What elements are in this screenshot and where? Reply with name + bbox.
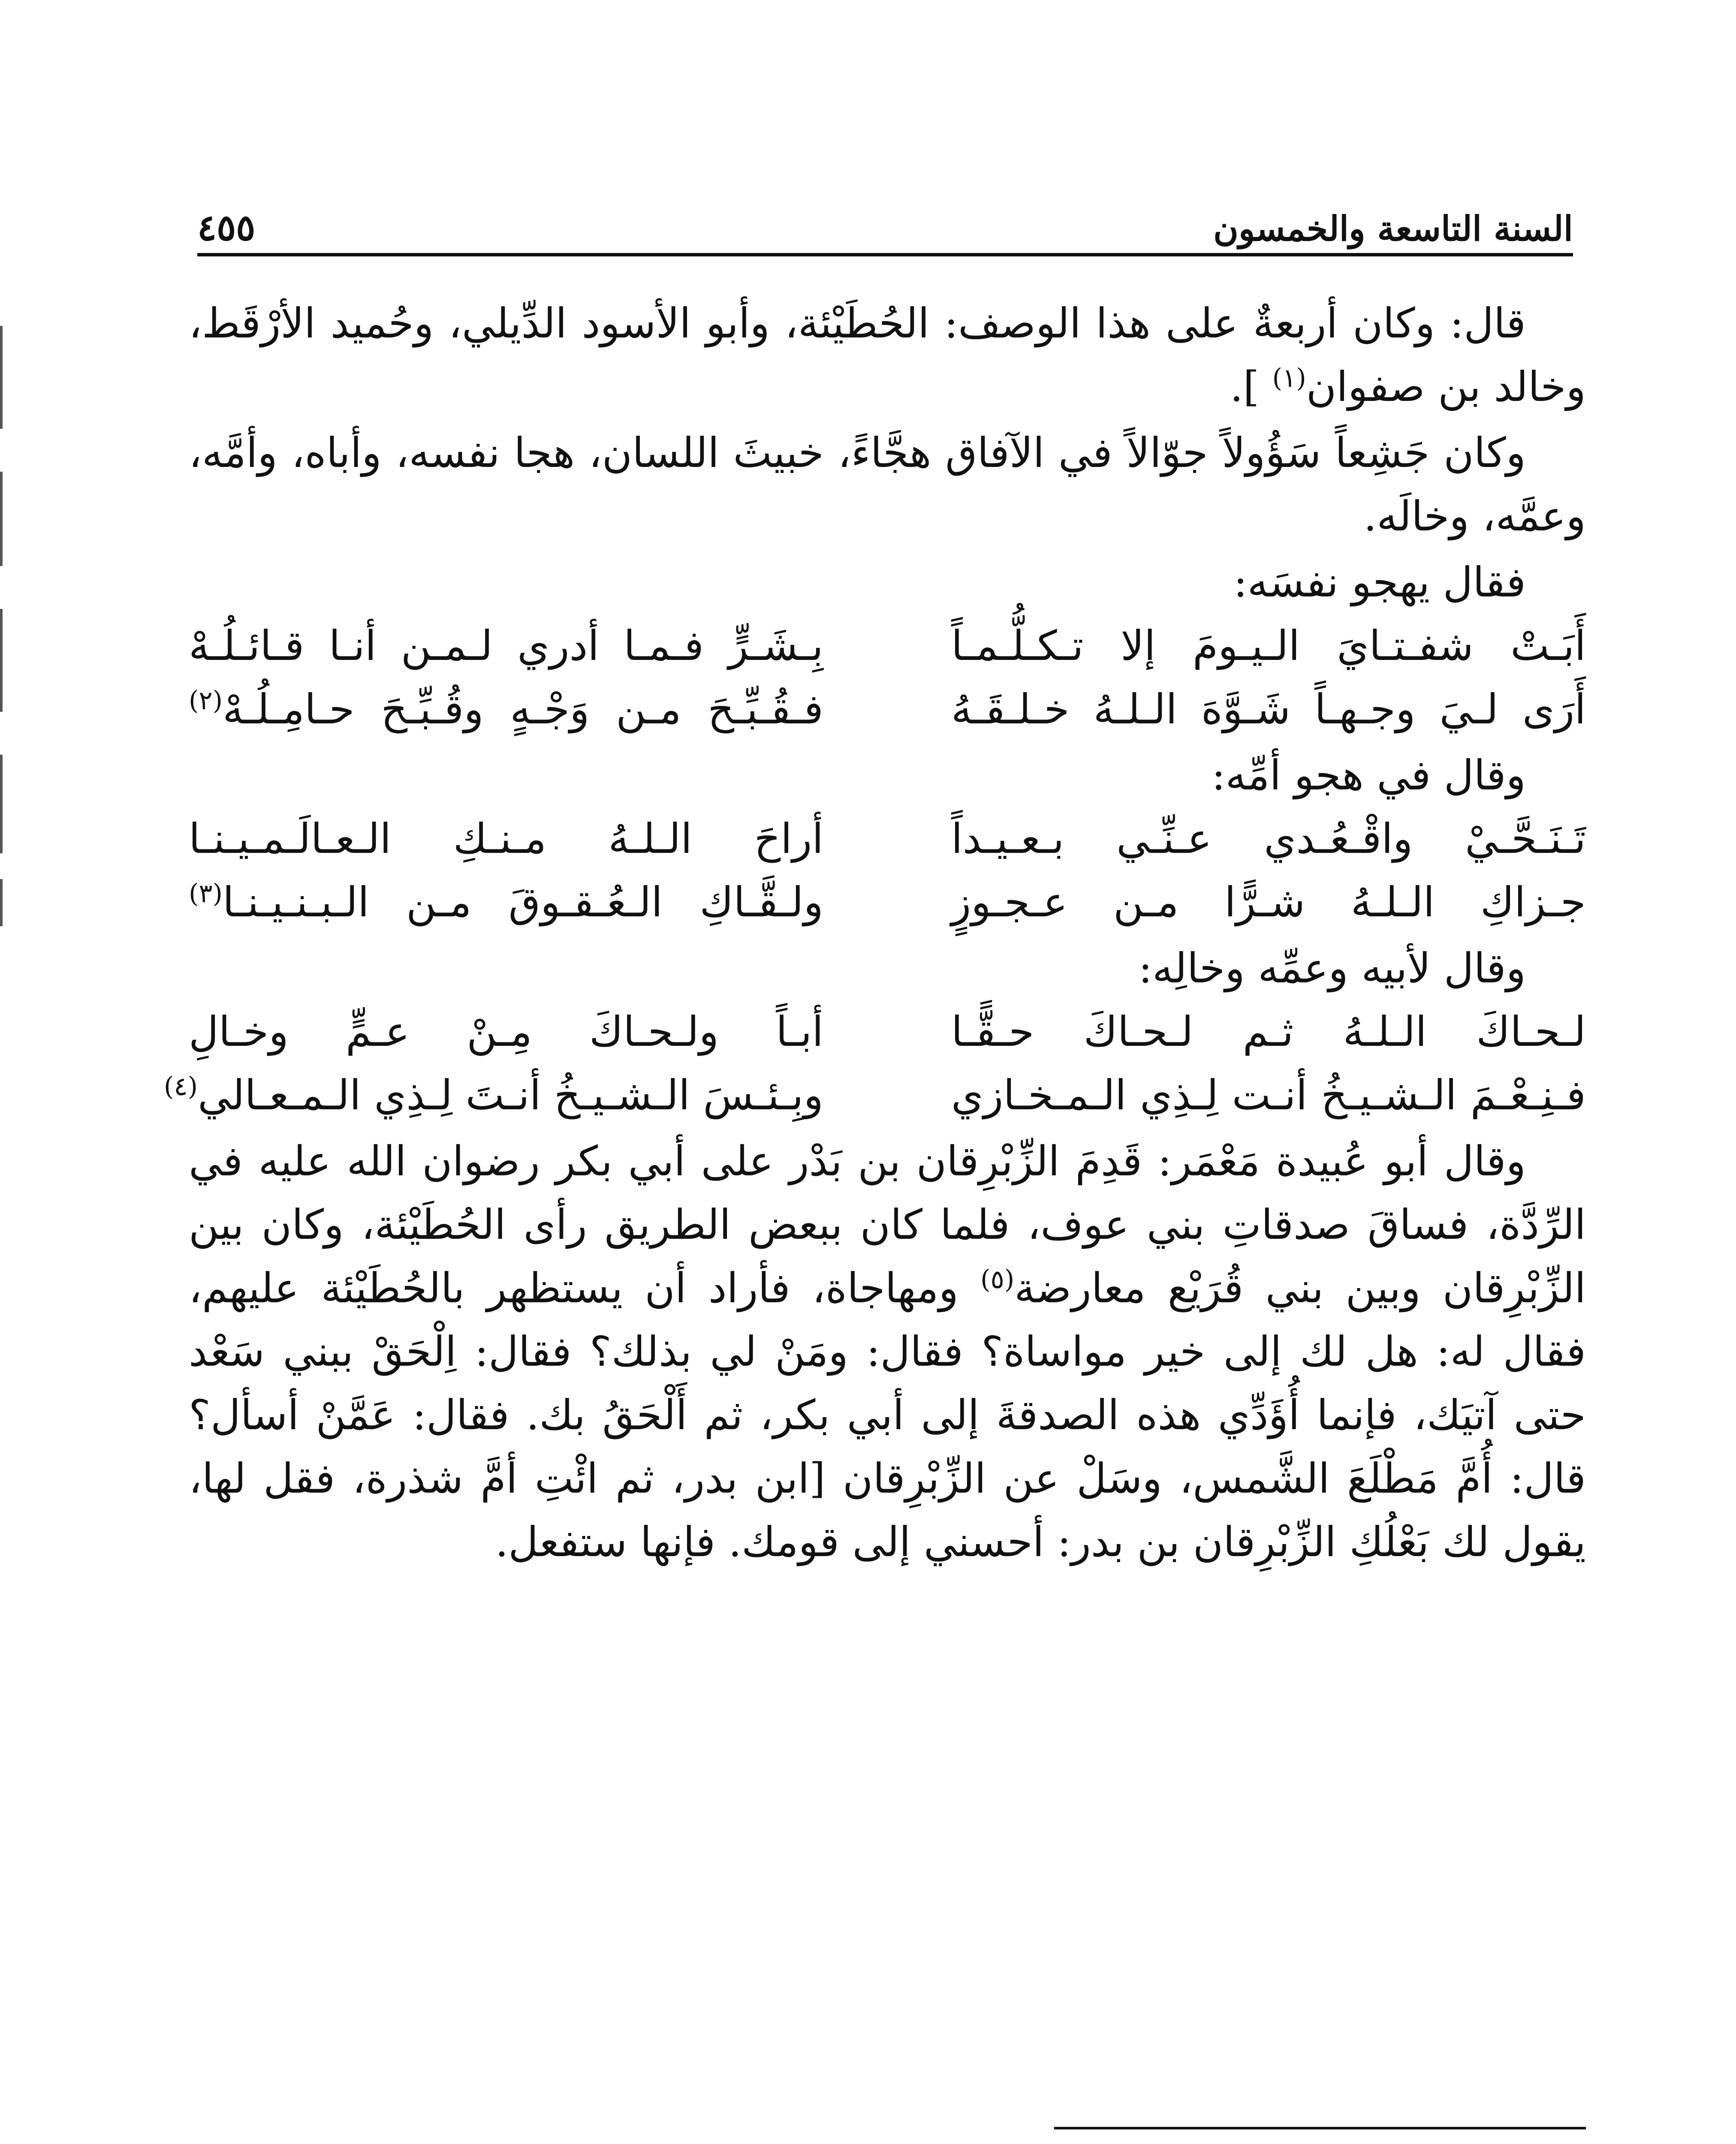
second-hemistich: أراحَ الـلـهُ مـنـكِ الـعـالَـمـيـنـا [189,815,823,863]
poem-father-satire [163,1000,1586,1127]
footnote-ref-5: (٥) [980,1265,1015,1295]
verse-line [189,1000,1586,1063]
first-hemistich: أَرَى لـيَ وجـهـاً شَـوَّهَ الـلـهُ خـلـقَـهُ [951,685,1586,733]
poem-intro-1: فقال يهجو نفسَه: [1233,558,1526,606]
second-hemistich: فـقُـبِّـحَ مـن وَجْـهٍ وقُـبِّـحَ حـامِـلُـهْ$^{(٢)}$ [189,685,823,733]
footnote-ref-4: (٤) [163,1072,198,1102]
verse-line [189,870,1586,934]
first-hemistich: فـنِـعْـمَ الـشـيـخُ أنـت لِـذِي الـمـخـازي [951,1071,1586,1119]
running-header [197,176,1573,256]
footnote-ref-1: (١) [1272,363,1306,393]
first-hemistich: تَـنَـحَّـيْ واقْـعُـدي عـنِّـي بـعـيـداً [951,815,1586,863]
main-text [163,292,1586,1576]
footnote-ref-3: (٣) [189,879,223,909]
verse-line [163,1063,1586,1127]
second-hemistich: وبِـئـسَ الـشـيـخُ أنـتَ لِـذِي الـمـعـالي$^{(٤)}$ [163,1071,823,1119]
footnotes [189,2127,1586,2144]
paragraph-2: وكان جَشِعاً سَؤُولاً جوّالاً في الآفاق هجَّاءً، خبيثَ اللسان، هجا نفسه، وأباه، وأمَّه، وعمَّه، وخالَه. [189,429,1586,540]
footnote-ref-2: (٢) [189,686,223,716]
poem-self-satire [189,614,1586,741]
page-number: ٤٥٥ [197,206,256,249]
first-hemistich: جـزاكِ الـلـهُ شـرًّا مـن عـجـوزٍ [951,878,1586,926]
verse-line [189,678,1586,741]
verse-line [189,614,1586,678]
second-hemistich: أبـاً ولـحـاكَ مِـنْ عـمٍّ وخـالِ [189,1008,823,1056]
second-hemistich: ولـقَّـاكِ الـعُـقـوقَ مـن الـبـنـيـنـا$^{(٣)}$ [189,878,823,926]
verse-line [189,807,1586,870]
poem-mother-satire [189,807,1586,934]
paragraph-3: وقال أبو عُبيدة مَعْمَر: قَدِمَ الزِّبْرِقان بن بَدْر على أبي بكر رضوان الله عليه في الرِّدَّة، فساقَ صدقاتِ بني عوف، فلما كان ببعض الطريق رأى الحُطَيْئة، وكان بين الزِّبْرِقان وبين بني قُرَيْع معارضة$^{(٥)}$ ومهاجاة، فأراد أن يستظهر بالحُطَيْئة عليهم، فقال له: هل لك إلى خير مواساة؟ فقال: ومَنْ لي بذلك؟ فقال: اِلْحَقْ ببني سَعْد حتى آتيَك، فإنما أُؤَدِّي هذه الصدقةَ إلى أبي بكر، ثم أَلْحَقُ بك. فقال: عَمَّنْ أسأل؟ قال: أُمَّ مَطْلَعَ الشَّمس، وسَلْ عن الزِّبْرِقان [ابن بدر، ثم ائْتِ أمَّ شذرة، فقل لها، يقول لك بَعْلُكِ الزِّبْرِقان بن بدر: أحسني إلى قومك. فإنها ستفعل. [189,1137,1586,1566]
poem-intro-3: وقال لأبيه وعمِّه وخالِه: [1138,944,1526,992]
scan-margin-marks [0,0,5,2144]
paragraph-1: قال: وكان أربعةٌ على هذا الوصف: الحُطَيْئة، وأبو الأسود الدِّيلي، وحُميد الأرْقَط، وخالد بن صفوان$^{(١)}$ ]. [189,299,1586,411]
second-hemistich: بِـشَـرٍّ فـمـا أدري لـمـن أنـا قـائـلُـهْ [189,622,823,670]
first-hemistich: أَبَـتْ شفـتـايَ الـيـومَ إلا تـكـلُّـمـاً [951,622,1586,670]
chapter-title: السنة التاسعة والخمسون [1213,208,1573,249]
poem-intro-2: وقال في هجو أمِّه: [1212,751,1526,799]
footnote-divider [1054,2127,1586,2129]
first-hemistich: لـحـاكَ الـلـهُ ثـم لـحـاكَ حـقًّـا [951,1008,1586,1056]
